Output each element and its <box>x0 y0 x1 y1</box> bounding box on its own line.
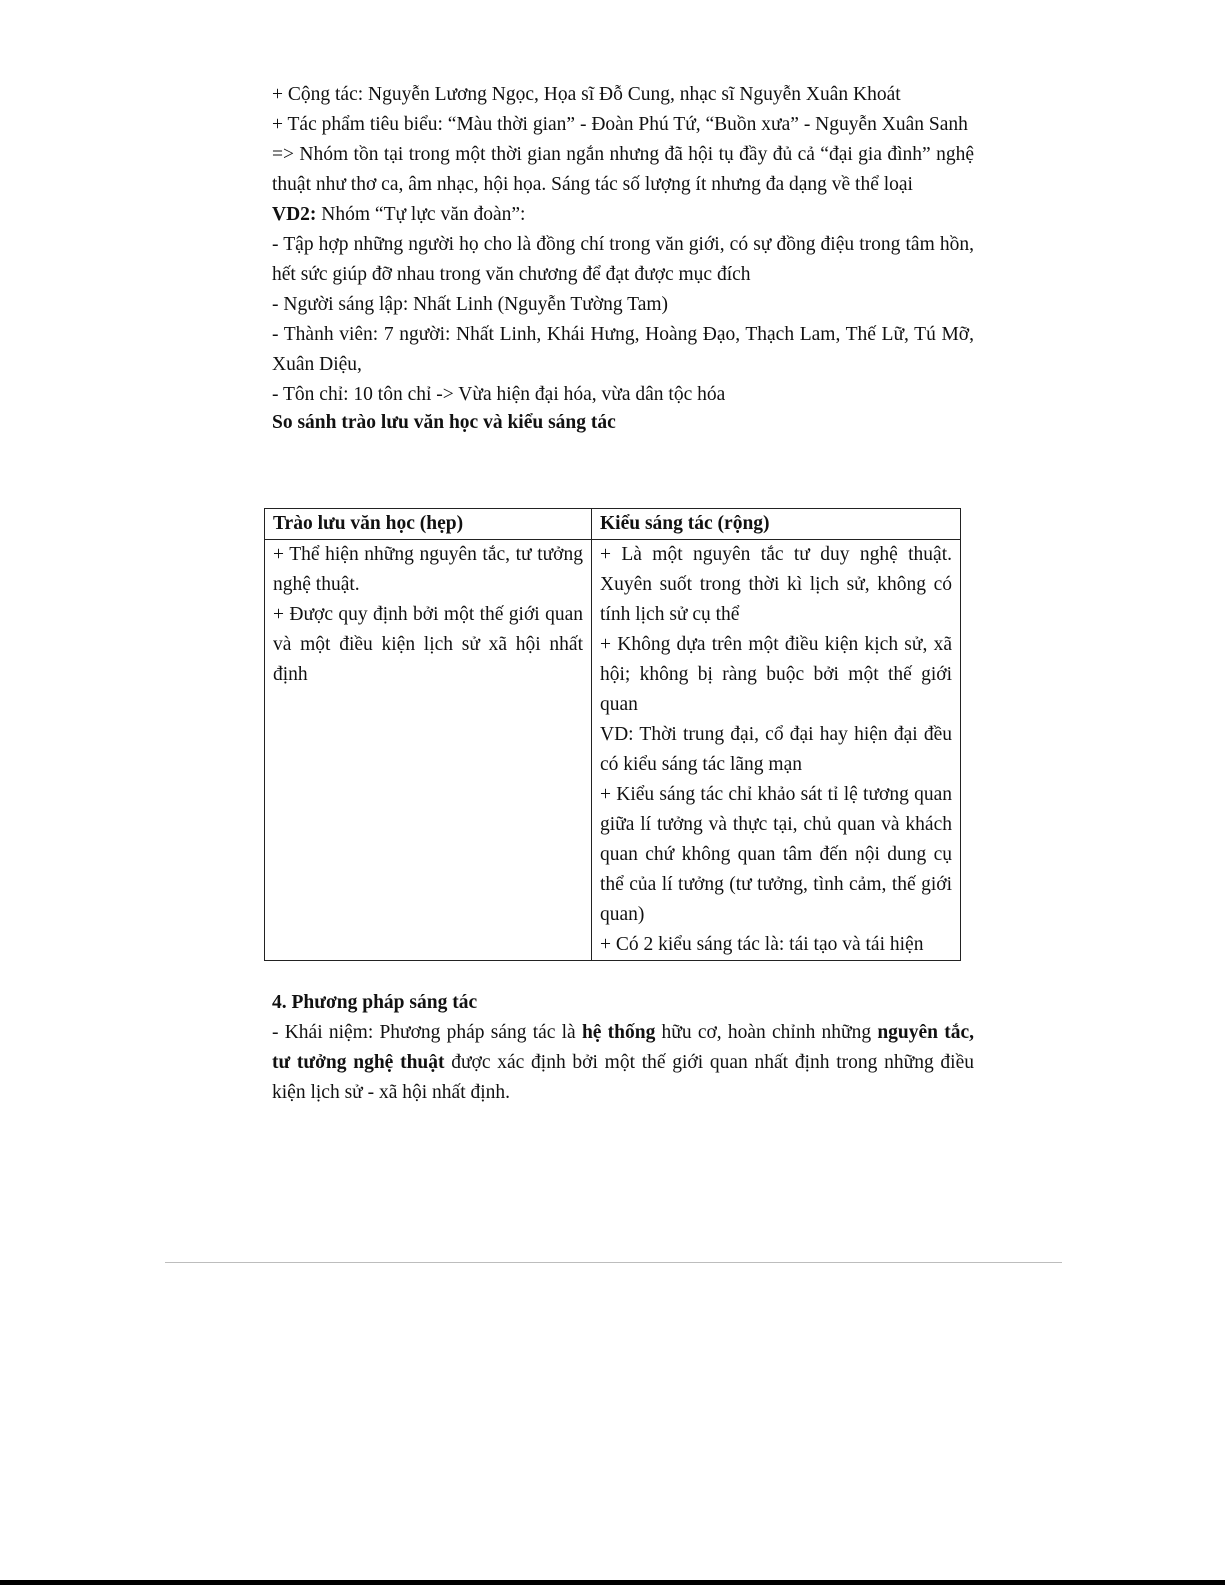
page-body <box>272 80 974 438</box>
vd2-heading <box>272 200 974 230</box>
definition-bold: nguyên tắc, tư tưởng nghệ thuật <box>272 1022 975 1073</box>
trao-luu-cell <box>265 540 592 961</box>
table-header-row <box>265 509 961 540</box>
comparison-title: So sánh trào lưu văn học và kiểu sáng tác <box>272 412 616 433</box>
cell-paragraph: + Có 2 kiểu sáng tác là: tái tạo và tái hiện <box>600 934 924 955</box>
conclusion-paragraph: => Nhóm tồn tại trong một thời gian ngắn nhưng đã hội tụ đầy đủ cả “đại gia đình” nghệ thuật như thơ ca, âm nhạc, hội họa. Sáng tác số lượng ít nhưng đa dạng về thể loại <box>272 144 974 195</box>
vd2-text: Nhóm “Tự lực văn đoàn”: <box>316 204 526 225</box>
bottom-edge-bar <box>0 1580 1225 1585</box>
definition-text: được xác định bởi một thế giới quan nhất định trong những điều kiện lịch sử - xã hội nhất định. <box>272 1052 974 1103</box>
definition-paragraph <box>272 1018 974 1108</box>
vd2-item: - Thành viên: 7 người: Nhất Linh, Khái Hưng, Hoàng Đạo, Thạch Lam, Thế Lữ, Tú Mỡ, Xuân Diệu, <box>272 324 974 375</box>
header-kieu-sang-tac: Kiểu sáng tác (rộng) <box>592 509 961 540</box>
comparison-table <box>264 508 961 961</box>
vd2-item: - Tôn chỉ: 10 tôn chỉ -> Vừa hiện đại hóa, vừa dân tộc hóa <box>272 384 726 405</box>
cell-paragraph: + Được quy định bởi một thế giới quan và một điều kiện lịch sử xã hội nhất định <box>273 604 583 685</box>
cell-paragraph: + Thể hiện những nguyên tắc, tư tưởng nghệ thuật. <box>273 544 583 595</box>
footer-divider <box>165 1262 1062 1263</box>
vd2-item: - Người sáng lập: Nhất Linh (Nguyễn Tường Tam) <box>272 294 669 315</box>
header-trao-luu: Trào lưu văn học (hẹp) <box>265 509 592 540</box>
section-4-heading: 4. Phương pháp sáng tác <box>272 992 478 1013</box>
definition-text: hữu cơ, hoàn chỉnh những <box>655 1022 878 1043</box>
tac-pham-line: + Tác phẩm tiêu biểu: “Màu thời gian” - Đoàn Phú Tứ, “Buồn xưa” - Nguyễn Xuân Sanh <box>272 114 968 135</box>
cong-tac-line: + Cộng tác: Nguyễn Lương Ngọc, Họa sĩ Đỗ Cung, nhạc sĩ Nguyễn Xuân Khoát <box>272 84 901 105</box>
vd2-item: - Tập hợp những người họ cho là đồng chí trong văn giới, có sự đồng điệu trong tâm hồn, hết sức giúp đỡ nhau trong văn chương để đạt được mục đích <box>272 234 974 285</box>
definition-bold: hệ thống <box>581 1022 656 1043</box>
definition-text: - Khái niệm: Phương pháp sáng tác là <box>272 1022 582 1043</box>
cell-paragraph: + Không dựa trên một điều kiện kịch sử, xã hội; không bị ràng buộc bởi một thế giới quan <box>600 634 952 715</box>
section-4 <box>272 988 974 1108</box>
kieu-sang-tac-cell <box>592 540 961 961</box>
table-row <box>265 540 961 961</box>
cell-paragraph: VD: Thời trung đại, cổ đại hay hiện đại đều có kiểu sáng tác lãng mạn <box>600 724 952 775</box>
vd2-label: VD2: <box>272 204 317 225</box>
cell-paragraph: + Là một nguyên tắc tư duy nghệ thuật. Xuyên suốt trong thời kì lịch sử, không có tính lịch sử cụ thể <box>600 544 952 625</box>
cell-paragraph: + Kiểu sáng tác chỉ khảo sát tỉ lệ tương quan giữa lí tưởng và thực tại, chủ quan và khách quan chứ không quan tâm đến nội dung cụ thể của lí tưởng (tư tưởng, tình cảm, thế giới quan) <box>600 784 952 925</box>
